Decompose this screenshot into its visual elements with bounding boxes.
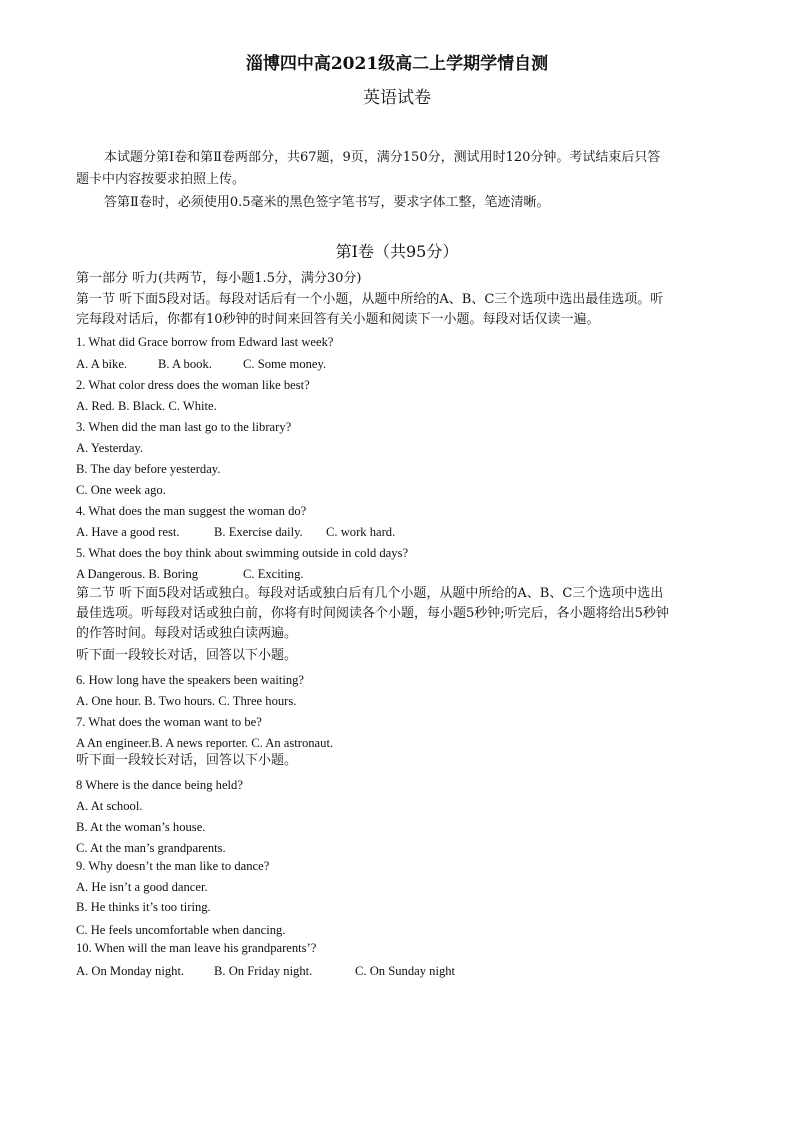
section2-instruction-line-2: 最佳选项。听每段对话或独白前，你将有时间阅读各个小题，每小题5秒钟;听完后，各小题将给出5秒钟 [76, 606, 669, 621]
section2-instruction-line-1: 第二节 听下面5段对话或独白。每段对话或独白后有几个小题，从题中所给的A、B、C三个选项中选出 [76, 586, 664, 601]
question-8-option-a: A. At school. [76, 799, 143, 813]
question-7-options: A An engineer.B. A news reporter. C. An astronaut. [76, 736, 334, 750]
question-1: 1. What did Grace borrow from Edward last week? [76, 335, 334, 349]
question-9-option-a: A. He isn’t a good dancer. [76, 880, 208, 894]
question-5: 5. What does the boy think about swimming outside in cold days? [76, 546, 409, 560]
question-10-option-c: C. On Sunday night [355, 964, 456, 978]
section1-instruction-line-2: 完每段对话后，你都有10秒钟的时间来回答有关小题和阅读下一小题。每段对话仅读一遍。 [76, 312, 600, 327]
question-6: 6. How long have the speakers been waiting? [76, 673, 305, 687]
part1-heading: 第一部分 听力(共两节，每小题1.5分，满分30分) [76, 271, 362, 286]
question-5-option-c: C. Exciting. [243, 567, 304, 581]
volume-heading: 第Ⅰ卷（共95分） [335, 242, 459, 261]
section2-instruction-line-4: 听下面一段较长对话，回答以下小题。 [76, 648, 298, 663]
question-2: 2. What color dress does the woman like best? [76, 378, 310, 392]
question-4-option-c: C. work hard. [326, 525, 396, 539]
question-3: 3. When did the man last go to the library? [76, 420, 292, 434]
question-9-option-c: C. He feels uncomfortable when dancing. [76, 923, 286, 937]
question-7: 7. What does the woman want to be? [76, 715, 262, 729]
question-4-option-b: B. Exercise daily. [214, 525, 303, 539]
question-10-option-a: A. On Monday night. [76, 964, 185, 978]
section1-instruction-line-1: 第一节 听下面5段对话。每段对话后有一个小题，从题中所给的A、B、C三个选项中选出最佳选项。听 [76, 292, 664, 307]
question-4-option-a: A. Have a good rest. [76, 525, 180, 539]
section2-instruction-line-5: 听下面一段较长对话，回答以下小题。 [76, 753, 298, 768]
section2-instruction-line-3: 的作答时间。每段对话或独白读两遍。 [76, 626, 298, 641]
question-3-option-b: B. The day before yesterday. [76, 462, 221, 476]
question-8: 8 Where is the dance being held? [76, 778, 243, 792]
question-4: 4. What does the man suggest the woman do? [76, 504, 307, 518]
question-3-option-a: A. Yesterday. [76, 441, 144, 455]
question-9: 9. Why doesn’t the man like to dance? [76, 859, 270, 873]
question-5-option-ab: A Dangerous. B. Boring [76, 567, 199, 581]
instruction-line-1: 本试题分第Ⅰ卷和第Ⅱ卷两部分，共67题，9页，满分150分，测试用时120分钟。考试结束后只答 [104, 150, 661, 165]
exam-subtitle: 英语试卷 [363, 88, 431, 108]
instruction-line-2: 题卡中内容按要求拍照上传。 [76, 172, 246, 187]
question-10-option-b: B. On Friday night. [214, 964, 313, 978]
question-6-options: A. One hour. B. Two hours. C. Three hours. [76, 694, 297, 708]
question-1-option-b: B. A book. [158, 357, 212, 371]
question-3-option-c: C. One week ago. [76, 483, 166, 497]
question-1-option-a: A. A bike. [76, 357, 128, 371]
question-10: 10. When will the man leave his grandparents’? [76, 941, 317, 955]
question-8-option-b: B. At the woman’s house. [76, 820, 206, 834]
exam-title: 淄博四中高2021级高二上学期学情自测 [245, 54, 549, 74]
question-2-options: A. Red. B. Black. C. White. [76, 399, 217, 413]
instruction-line-3: 答第Ⅱ卷时，必须使用0.5毫米的黑色签字笔书写，要求字体工整，笔迹清晰。 [104, 195, 550, 210]
question-1-option-c: C. Some money. [243, 357, 327, 371]
question-8-option-c: C. At the man’s grandparents. [76, 841, 226, 855]
question-9-option-b: B. He thinks it’s too tiring. [76, 900, 211, 914]
